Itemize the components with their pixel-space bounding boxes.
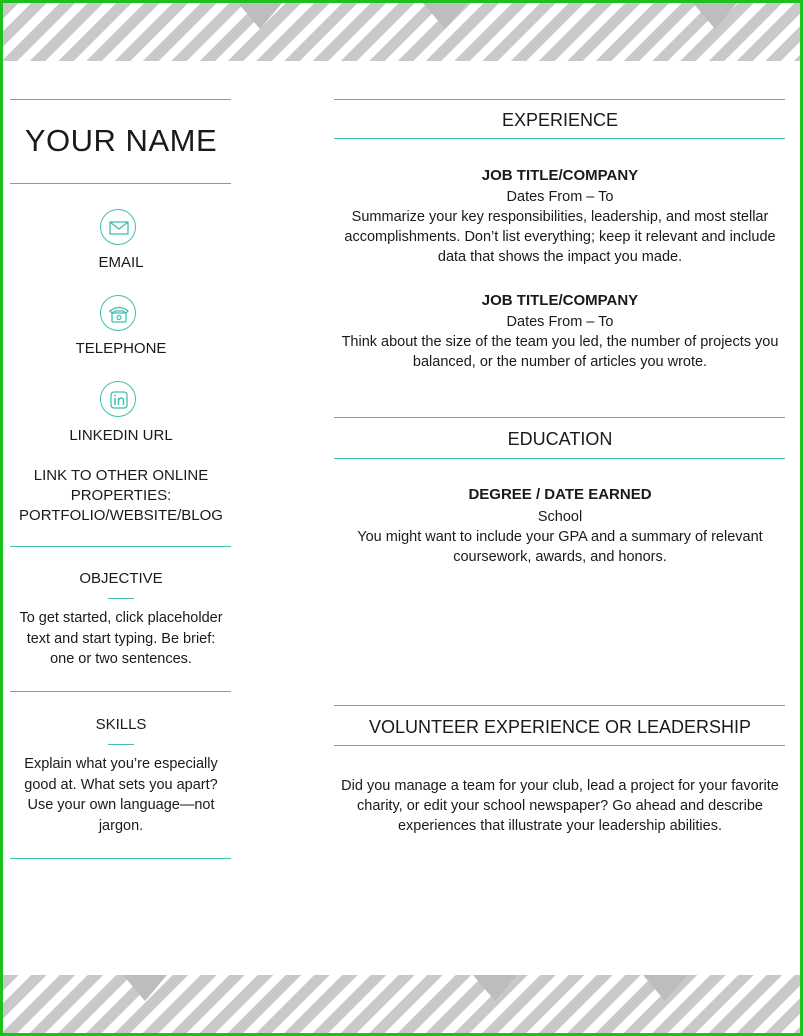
bottom-pattern-band	[3, 975, 800, 1033]
text-line: data that shows the impact you made.	[437, 249, 683, 265]
band-triangle	[473, 975, 517, 1001]
other-links-label	[10, 466, 232, 526]
degree-title: DEGREE / DATE EARNED	[468, 486, 652, 503]
objective-heading: OBJECTIVE	[79, 570, 163, 587]
text-line: text and start typing. Be brief:	[26, 630, 216, 647]
job-title: JOB TITLE/COMPANY	[481, 292, 639, 309]
experience-heading: EXPERIENCE	[501, 110, 619, 130]
text-line: Think about the size of the team you led, the number of projects you	[341, 334, 779, 350]
text-line: jargon.	[98, 817, 144, 834]
telephone-label: TELEPHONE	[75, 340, 167, 357]
email-label: EMAIL	[98, 254, 144, 271]
volunteer-text	[334, 776, 786, 836]
divider	[10, 858, 231, 859]
linkedin-icon	[100, 381, 136, 417]
skills-heading: SKILLS	[95, 716, 147, 733]
school-name: School	[537, 509, 583, 525]
divider	[10, 99, 231, 100]
band-triangle	[238, 3, 282, 29]
heading-underline	[108, 598, 134, 599]
text-line: To get started, click placeholder	[19, 610, 223, 626]
text-line: good at. What sets you apart?	[24, 776, 218, 793]
skills-text	[10, 754, 232, 836]
text-line: PORTFOLIO/WEBSITE/BLOG	[19, 507, 223, 524]
linkedin-url-label: LINKEDIN URL	[69, 427, 173, 444]
text-line: LINK TO OTHER ONLINE	[33, 467, 209, 484]
heading-underline	[108, 744, 134, 745]
text-line: accomplishments. Don’t list everything; keep it relevant and include	[344, 229, 776, 245]
envelope-icon	[100, 209, 136, 245]
text-line: one or two sentences.	[50, 651, 192, 667]
divider	[10, 546, 231, 547]
divider	[334, 705, 785, 706]
text-line: balanced, or the number of articles you wrote.	[412, 354, 708, 370]
top-pattern-band	[3, 3, 800, 61]
text-line: PROPERTIES:	[70, 487, 172, 504]
divider	[334, 138, 785, 139]
divider	[334, 417, 785, 418]
divider	[10, 691, 231, 692]
text-line: Summarize your key responsibilities, leadership, and most stellar	[351, 209, 769, 225]
divider	[334, 458, 785, 459]
divider	[10, 183, 231, 184]
resume-page	[3, 3, 800, 1033]
band-triangle	[423, 3, 467, 29]
job-dates: Dates From – To	[506, 189, 614, 205]
your-name: YOUR NAME	[24, 123, 218, 158]
objective-text	[10, 608, 232, 670]
text-line: experiences that illustrate your leadership abilities.	[397, 818, 722, 834]
text-line: Use your own language—not	[27, 797, 215, 813]
divider	[334, 99, 785, 100]
text-line: Did you manage a team for your club, lead a project for your favorite	[341, 778, 779, 794]
text-line: You might want to include your GPA and a summary of relevant	[357, 529, 763, 545]
education-heading: EDUCATION	[507, 429, 613, 449]
telephone-icon	[100, 295, 136, 331]
education-description	[334, 507, 786, 567]
band-triangle	[643, 975, 687, 1001]
job-description	[334, 187, 786, 267]
band-triangle	[693, 3, 737, 29]
job-dates: Dates From – To	[506, 314, 614, 330]
text-line: charity, or edit your school newspaper? Go ahead and describe	[357, 798, 763, 814]
text-line: Explain what you’re especially	[24, 756, 218, 772]
band-triangle	[123, 975, 167, 1001]
text-line: coursework, awards, and honors.	[453, 549, 667, 565]
volunteer-heading: VOLUNTEER EXPERIENCE OR LEADERSHIP	[368, 717, 752, 737]
job-title: JOB TITLE/COMPANY	[481, 167, 639, 184]
divider	[334, 745, 785, 746]
job-description	[334, 312, 786, 372]
